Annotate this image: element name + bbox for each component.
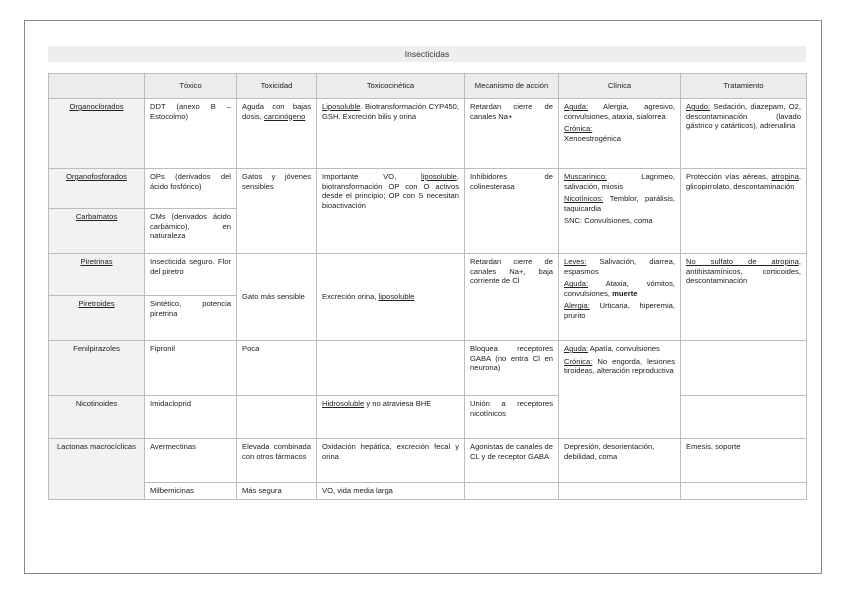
table-cell xyxy=(317,341,465,396)
table-cell: CMs (derivados ácido carbámico), en naturaleza xyxy=(145,209,237,254)
table-cell: Poca xyxy=(237,341,317,396)
table-cell: Gatos y jóvenes sensibles xyxy=(237,169,317,254)
row-header: Fenilpirazoles xyxy=(49,341,145,396)
table-cell: Insecticida seguro. Flor del piretro xyxy=(145,254,237,296)
table-cell: Muscarínico: Lagrimeo, salivación, miosis Nicotínicos: Temblor, parálisis, taquicardia SNC: Convulsiones, coma xyxy=(559,169,681,254)
row-header: Organoclorados xyxy=(49,99,145,169)
table-cell: Inhibidores de colinesterasa xyxy=(465,169,559,254)
header-cell: Mecanismo de acción xyxy=(465,74,559,99)
table-cell xyxy=(681,341,807,396)
table-cell: Liposoluble. Biotransformación CYP450, GSH. Excreción bilis y orina xyxy=(317,99,465,169)
row-header: Nicotinoides xyxy=(49,396,145,439)
table-row xyxy=(49,483,807,500)
table-cell: VO, vida media larga xyxy=(317,483,465,500)
row-header: Carbamatos xyxy=(49,209,145,254)
insecticides-table xyxy=(48,73,807,500)
table-cell: Bloquea receptores GABA (no entra Cl en neurona) xyxy=(465,341,559,396)
table-cell: Sintético, potencia piretrina xyxy=(145,296,237,341)
table-cell: Gato más sensible xyxy=(237,254,317,341)
table-cell xyxy=(681,396,807,439)
row-header: Piretrinas xyxy=(49,254,145,296)
header-cell: Tóxico xyxy=(145,74,237,99)
table-cell: Aguda con bajas dosis, carcinógeno xyxy=(237,99,317,169)
table-cell: Protección vías aéreas, atropina, glicopirrolato, descontaminación xyxy=(681,169,807,254)
header-cell: Toxicocinética xyxy=(317,74,465,99)
table-cell: No sulfato de atropina, antihistamínicos, corticoides, descontaminación xyxy=(681,254,807,341)
table-cell: Milbemicinas xyxy=(145,483,237,500)
table-cell: Agonistas de canales de CL y de receptor GABA xyxy=(465,439,559,483)
table-cell: Avermectinas xyxy=(145,439,237,483)
table-cell: Importante VO, liposoluble, biotransformación OP con O activos desde el principio; OP con S necesitan bioactivación xyxy=(317,169,465,254)
table-cell: DDT (anexo B – Estocolmo) xyxy=(145,99,237,169)
row-header: Lactonas macrocíclicas xyxy=(49,439,145,500)
table-cell: Elevada combinada con otros fármacos xyxy=(237,439,317,483)
table-cell: Aguda: Alergia, agresivo, convulsiones, ataxia, sialorrea Crónica: Xenoestrogénica xyxy=(559,99,681,169)
table-cell: OPs (derivados del ácido fosfórico) xyxy=(145,169,237,209)
table-row xyxy=(49,169,807,209)
table-cell xyxy=(237,396,317,439)
table-cell xyxy=(681,483,807,500)
table-cell: Agudo: Sedación, diazepam, O2, descontaminación (lavado gástrico y catárticos), adrenalina xyxy=(681,99,807,169)
table-cell: Retardan cierre de canales Na+, baja corriente de Cl xyxy=(465,254,559,341)
table-row xyxy=(49,341,807,396)
table-row xyxy=(49,254,807,296)
table-cell: Retardan cierre de canales Na+ xyxy=(465,99,559,169)
row-header: Piretroides xyxy=(49,296,145,341)
table-cell: Aguda: Apatía, convulsiones Crónica: No engorda, lesiones tiroideas, alteración reproductiva xyxy=(559,341,681,439)
table-cell: Leves: Salivación, diarrea, espasmos Aguda: Ataxia, vómitos, convulsiones, muerte Alergia: Urticaria, hiperemia, prurito xyxy=(559,254,681,341)
table-cell: Depresión, desorientación, debilidad, coma xyxy=(559,439,681,483)
table-cell: Más segura xyxy=(237,483,317,500)
row-header: Organofosforados xyxy=(49,169,145,209)
table-cell: Unión a receptores nicotínicos xyxy=(465,396,559,439)
table-cell: Excreción orina, liposoluble xyxy=(317,254,465,341)
header-cell xyxy=(49,74,145,99)
table-cell: Emesis, soporte xyxy=(681,439,807,483)
header-cell: Clínica xyxy=(559,74,681,99)
table-row xyxy=(49,396,807,439)
table-row xyxy=(49,99,807,169)
table-cell: Hidrosoluble y no atraviesa BHE xyxy=(317,396,465,439)
table-cell xyxy=(559,483,681,500)
table-title: Insecticidas xyxy=(48,46,806,62)
table-row xyxy=(49,439,807,483)
table-cell: Oxidación hepática, excreción fecal y orina xyxy=(317,439,465,483)
table-cell: Imidacloprid xyxy=(145,396,237,439)
table-cell xyxy=(465,483,559,500)
table-cell: Fipronil xyxy=(145,341,237,396)
header-cell: Tratamiento xyxy=(681,74,807,99)
header-cell: Toxicidad xyxy=(237,74,317,99)
header-row xyxy=(49,74,807,99)
